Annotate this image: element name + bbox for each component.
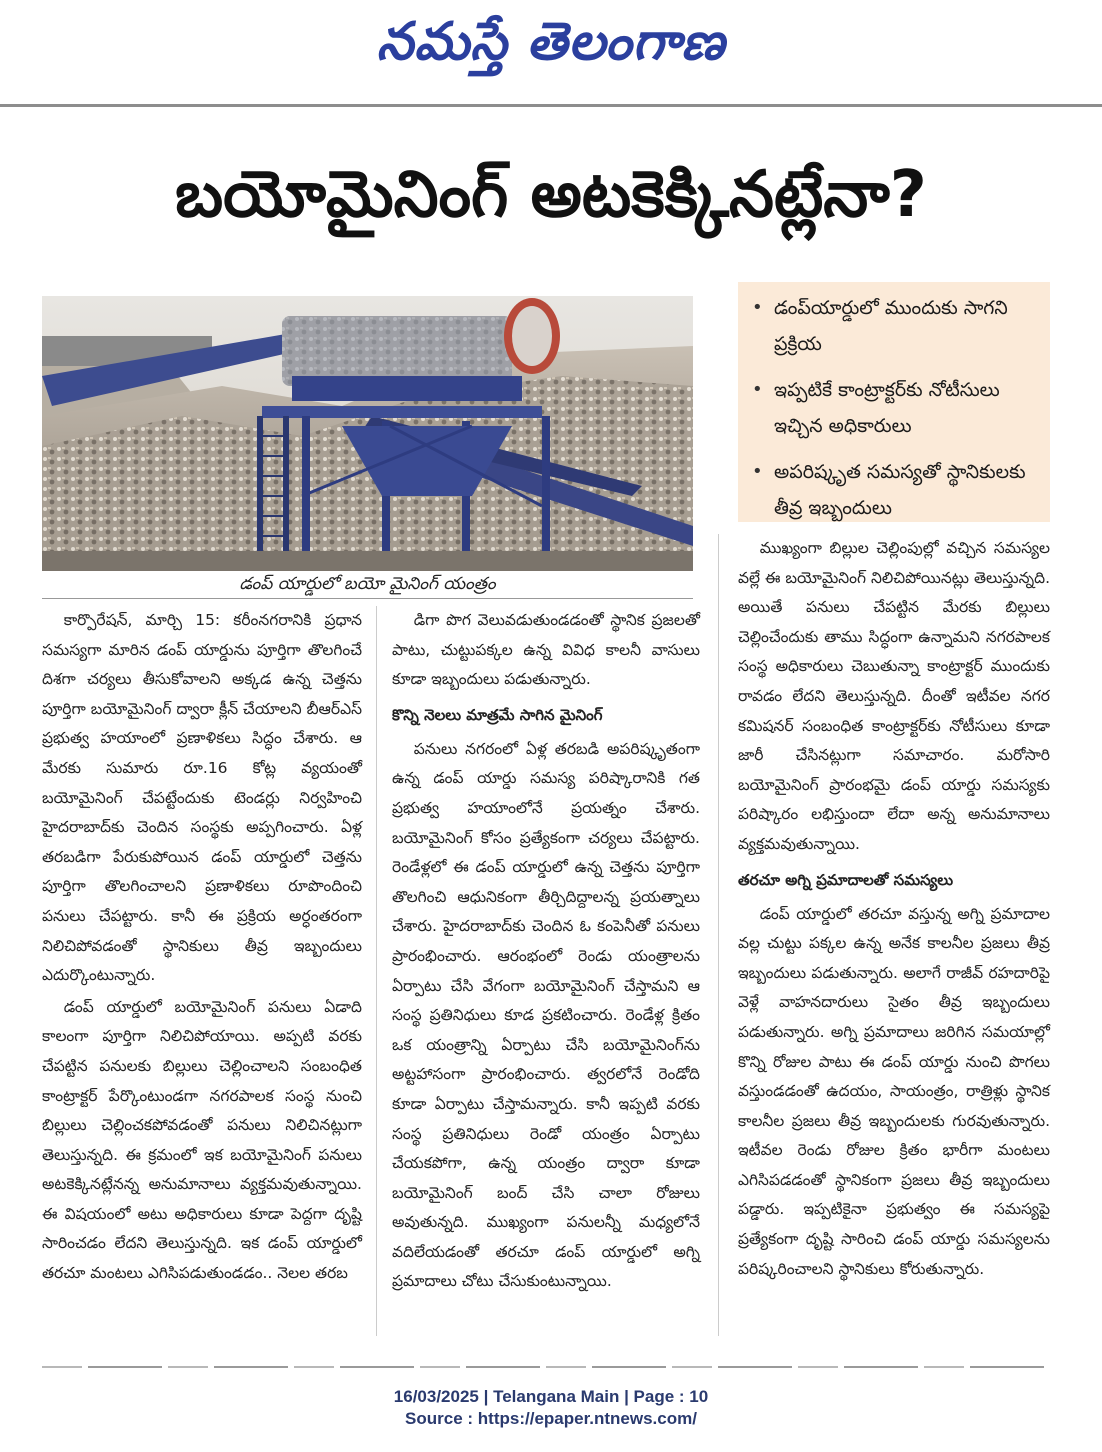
article-column-2: [392, 606, 700, 1299]
column-divider: [376, 606, 377, 1336]
caption-divider: [42, 598, 693, 599]
paragraph: కార్పొరేషన్, మార్చి 15: కరీంనగరానికి ప్రధాన సమస్యగా మారిన డంప్ యార్డును పూర్తిగా తొలగించే దిశగా చర్యలు తీసుకోవాలని అక్కడ ఉన్న చెత్తను పూర్తిగా బయోమైనింగ్ ద్వారా క్లీన్ చేయాలని బీఆర్ఎస్ ప్రభుత్వ హయాంలో ప్రణాళికలు సిద్ధం చేశారు. ఆ మేరకు సుమారు రూ.16 కోట్ల వ్యయంతో బయోమైనింగ్ చేపట్టేందుకు టెండర్లు నిర్వహించి హైదరాబాద్‌కు చెందిన సంస్థకు అప్పగించారు. ఏళ్ల తరబడిగా పేరుకుపోయిన డంప్ యార్డులో చెత్తను పూర్తిగా తొలగించాలని ప్రణాళికలు రూపొందించి పనులు చేపట్టారు. కానీ ఈ ప్రక్రియ అర్ధంతరంగా నిలిచిపోవడంతో స్థానికులు తీవ్ర ఇబ్బందులు ఎదుర్కొంటున్నారు.: [42, 611, 362, 985]
highlight-item: [752, 372, 1038, 444]
highlight-item: [752, 454, 1038, 526]
paragraph: డిగా పొగ వెలువడుతుండడంతో స్థానిక ప్రజలతో పాటు, చుట్టుపక్కల ఉన్న వివిధ కాలనీ వాసులు కూడా ఇబ్బందులు పడుతున్నారు.: [392, 611, 700, 689]
paragraph: డంప్ యార్డులో బయోమైనింగ్ పనులు ఏడాది కాలంగా పూర్తిగా నిలిచిపోయాయి. అప్పటి వరకు చేపట్టిన పనులకు బిల్లులు చెల్లించాలని సంబంధిత కాంట్రాక్టర్ పేర్కొంటుండగా నగరపాలక సంస్థ నుంచి బిల్లులు చెల్లించకపోవడంతో పనులు నిలిచినట్లుగా తెలుస్తున్నది. ఈ క్రమంలో ఇక బయోమైనింగ్ పనులు అటకెక్కినట్లేనన్న అనుమానాలు వ్యక్తమవుతున్నాయి. ఈ విషయంలో అటు అధికారులు కూడా పెద్దగా దృష్టి సారించడం లేదని తెలుస్తున్నది. ఇక డంప్ యార్డులో తరచూ మంటలు ఎగిసిపడుతుండడం.. నెలల తరబ: [42, 997, 362, 1283]
article-photo: [42, 296, 693, 571]
footer-divider: [42, 1362, 1050, 1372]
newspaper-title: నమస్తే తెలంగాణ: [376, 12, 726, 72]
article-column-1: [42, 606, 362, 1291]
highlight-text: ఇప్పటికే కాంట్రాక్టర్‌కు నోటీసులు ఇచ్చిన అధికారులు: [774, 379, 1000, 437]
paragraph: పనులు నగరంలో ఏళ్ల తరబడి అపరిష్కృతంగా ఉన్న డంప్ యార్డు సమస్య పరిష్కారానికి గత ప్రభుత్వ హయాంలోనే ప్రయత్నం చేశారు. బయోమైనింగ్ కోసం ప్రత్యేకంగా చర్యలు చేపట్టారు. రెండేళ్లలో ఈ డంప్ యార్డులో ఉన్న చెత్తను పూర్తిగా తొలగించి ఆధునికంగా తీర్చిదిద్దాలన్న ప్రయత్నాలు చేశారు. హైదరాబాద్‌కు చెందిన ఓ కంపెనీతో పనులు ప్రారంభించారు. ఆరంభంలో రెండు యంత్రాలను ఏర్పాటు చేసి వేగంగా బయోమైనింగ్ చేస్తామని ఆ సంస్థ ప్రతినిధులు కూడ ప్రకటించారు. రెండేళ్ల క్రితం ఒక యంత్రాన్ని ఏర్పాటు చేసి బయోమైనింగ్‌ను అట్టహాసంగా ప్రారంభించారు. త్వరలోనే రెండోది కూడా ఏర్పాటు చేస్తామన్నారు. కానీ ఇప్పటి వరకు సంస్థ ప్రతినిధులు రెండో యంత్రం ఏర్పాటు చేయకపోగా, ఉన్న యంత్రం ద్వారా కూడా బయోమైనింగ్ బంద్ చేసి చాలా రోజులు అవుతున్నది. ముఖ్యంగా పనులన్నీ మధ్యలోనే వదిలేయడంతో తరచూ డంప్ యార్డులో అగ్ని ప్రమాదాలు చోటు చేసుకుంటున్నాయి.: [392, 739, 700, 1291]
bullet-icon: •: [752, 379, 763, 400]
paragraph: డంప్ యార్డులో తరచూ వస్తున్న అగ్ని ప్రమాదాల వల్ల చుట్టు పక్కల ఉన్న అనేక కాలనీల ప్రజలు తీవ్ర ఇబ్బందులు పడుతున్నారు. అలాగే రాజీవ్ రహదారిపై వెళ్లే వాహనదారులు సైతం తీవ్ర ఇబ్బందులు పడుతున్నారు. అగ్ని ప్రమాదాలు జరిగిన సమయాల్లో కొన్ని రోజుల పాటు ఈ డంప్ యార్డు నుంచి పొగలు వస్తుండడంతో ఉదయం, సాయంత్రం, రాత్రిళ్లు స్థానిక కాలనీల ప్రజలు తీవ్ర ఇబ్బందులకు గురవుతున్నారు. ఇటీవల రెండు రోజుల క్రితం భారీగా మంటలు ఎగిసిపడడంతో స్థానికంగా ప్రజలు తీవ్ర ఇబ్బందులు పడ్డారు. ఇప్పటికైనా ప్రభుత్వం ఈ సమస్యపై ప్రత్యేకంగా దృష్టి సారించి డంప్ యార్డు సమస్యలను పరిష్కరించాలని స్థానికులు కోరుతున్నారు.: [738, 904, 1050, 1278]
highlight-text: అపరిష్కృత సమస్యతో స్థానికులకు తీవ్ర ఇబ్బందులు: [774, 461, 1026, 519]
highlights-box: [738, 282, 1050, 522]
masthead: [0, 0, 1102, 108]
highlight-item: [752, 290, 1038, 362]
photo-caption: డంప్ యార్డులో బయో మైనింగ్ యంత్రం: [239, 574, 496, 594]
article-column-3: [738, 534, 1050, 1286]
article-headline: బయోమైనింగ్ అటకెక్కినట్లేనా?: [175, 158, 927, 232]
footer-date-page: 16/03/2025 | Telangana Main | Page : 10: [393, 1387, 709, 1406]
bullet-icon: •: [752, 461, 763, 482]
bullet-icon: •: [752, 297, 763, 318]
footer-source-link[interactable]: Source : https://epaper.ntnews.com/: [405, 1409, 697, 1428]
column-divider: [718, 534, 719, 1336]
paragraph: ముఖ్యంగా బిల్లుల చెల్లింపుల్లో వచ్చిన సమస్యల వల్లే ఈ బయోమైనింగ్ నిలిచిపోయినట్లు తెలుస్తున్నది. అయితే పనులు చేపట్టిన మేరకు బిల్లులు చెల్లించేందుకు తాము సిద్ధంగా ఉన్నామని నగరపాలక సంస్థ అధికారులు చెబుతున్నా కాంట్రాక్టర్ ముందుకు రావడం లేదని తెలుస్తున్నది. దీంతో ఇటీవల నగర కమిషనర్ సంబంధిత కాంట్రాక్టర్‌కు నోటీసులు కూడా జారీ చేసినట్లుగా సమాచారం. మరోసారి బయోమైనింగ్ ప్రారంభమై డంప్ యార్డు సమస్యకు పరిష్కారం లభిస్తుందా లేదా అన్న అనుమానాలు వ్యక్తమవుతున్నాయి.: [738, 539, 1050, 853]
biomining-machine-image: [42, 296, 693, 571]
page-footer: [0, 1386, 1102, 1430]
highlight-text: డంప్‌యార్డులో ముందుకు సాగని ప్రక్రియ: [774, 297, 1008, 355]
masthead-divider: [0, 104, 1102, 107]
section-subheading: తరచూ అగ్ని ప్రమాదాలతో సమస్యలు: [738, 870, 954, 889]
section-subheading: కొన్ని నెలలు మాత్రమే సాగిన మైనింగ్: [392, 705, 603, 724]
